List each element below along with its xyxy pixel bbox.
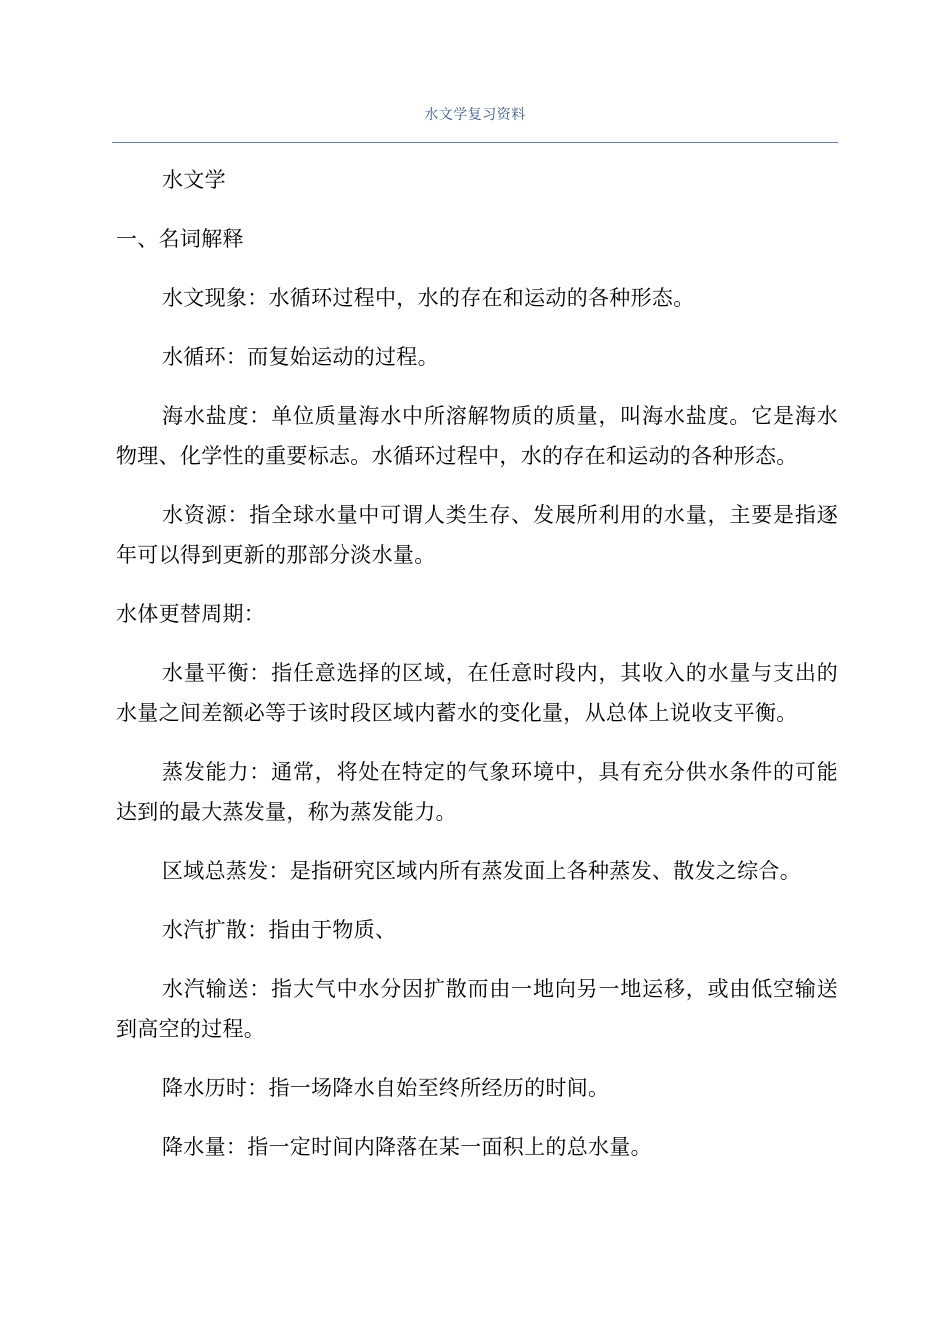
term-definition: 降水量：指一定时间内降落在某一面积上的总水量。 (162, 1135, 652, 1159)
term-definition: 区域总蒸发：是指研究区域内所有蒸发面上各种蒸发、散发之综合。 (162, 859, 801, 883)
term-definition: 水体更替周期： (116, 602, 266, 626)
term-definition: 水文现象：水循环过程中，水的存在和运动的各种形态。 (162, 286, 695, 310)
term-definition: 水汽扩散：指由于物质、 (162, 918, 397, 942)
term-definition: 水汽输送：指大气中水分因扩散而由一地向另一地运移，或由低空输送到高空的过程。 (116, 977, 838, 1041)
term-definition: 水资源：指全球水量中可谓人类生存、发展所利用的水量，主要是指逐年可以得到更新的那部分淡水量。 (116, 503, 838, 567)
term-definition: 降水历时：指一场降水自始至终所经历的时间。 (162, 1076, 610, 1100)
term-definition: 水量平衡：指任意选择的区域，在任意时段内，其收入的水量与支出的水量之间差额必等于该时段区域内蓄水的变化量，从总体上说收支平衡。 (116, 661, 838, 725)
term-definition: 蒸发能力：通常，将处在特定的气象环境中，具有充分供水条件的可能达到的最大蒸发量，称为蒸发能力。 (116, 760, 838, 824)
document-title: 水文学 (162, 168, 226, 192)
term-definition: 水循环：而复始运动的过程。 (162, 345, 439, 369)
section-heading: 一、名词解释 (116, 227, 244, 251)
header-divider (112, 142, 838, 143)
running-header: 水文学复习资料 (424, 107, 526, 123)
document-body (116, 160, 838, 1186)
term-definition: 海水盐度：单位质量海水中所溶解物质的质量，叫海水盐度。它是海水物理、化学性的重要标志。水循环过程中，水的存在和运动的各种形态。 (116, 404, 838, 468)
